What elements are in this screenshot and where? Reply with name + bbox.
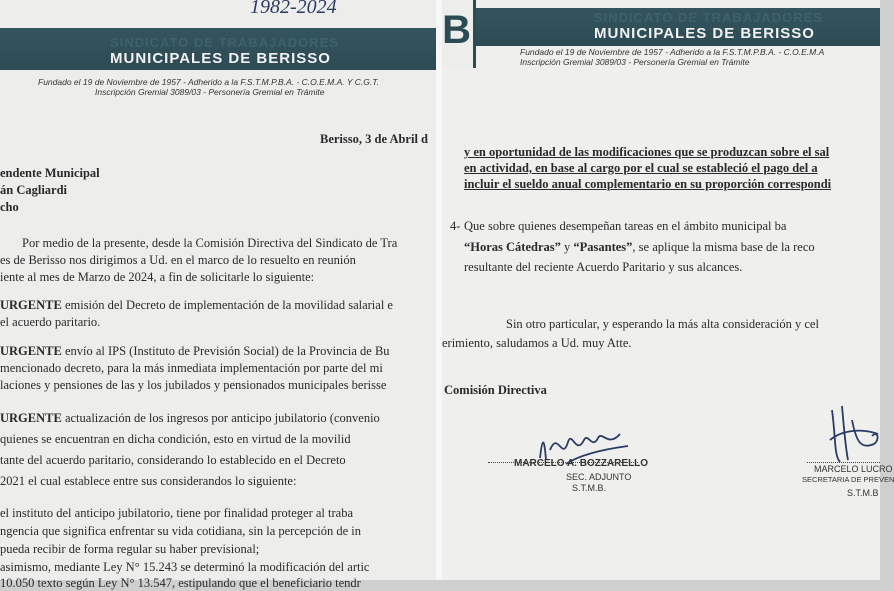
union-logo: B	[442, 0, 476, 68]
urgent-label: URGENTE	[0, 411, 62, 425]
pasantes-label: “Pasantes”	[573, 240, 633, 254]
request-item-3-cont3: 2021 el cual establece entre sus considerandos lo siguiente:	[0, 474, 297, 488]
request-item-2-cont1: mencionado decreto, para la más inmediata implementación por parte del mi	[0, 361, 383, 375]
request-item-3-cont1: quienes se encuentran en dicha condición, esto en virtud de la movilid	[0, 432, 351, 446]
signer-2-role: SECRETARIA DE PREVEN	[802, 475, 894, 484]
letterhead-registration: Inscripción Gremial 3089/03 - Personería Gremial en Trámite	[520, 57, 750, 67]
request-item-4-line3: resultante del reciente Acuerdo Paritario y sus alcances.	[464, 260, 743, 274]
signature-2-line	[807, 462, 880, 463]
right-letter-page	[442, 0, 894, 580]
quote-line1: el instituto del anticipo jubilatorio, tiene por finalidad proteger al traba	[0, 506, 354, 520]
horas-catedras-label: “Horas Cátedras”	[464, 240, 561, 254]
request-item-4-number: 4-	[450, 219, 461, 233]
quote-line2: ngencia que significa enfrentar su vida cotidiana, sin la percepción de in	[0, 524, 361, 538]
quote-line3: pueda recibir de forma regular su haber previsional;	[0, 542, 260, 556]
letterhead-registration: Inscripción Gremial 3089/03 - Personería Gremial en Trámite	[95, 87, 325, 97]
intro-line2: es de Berisso nos dirigimos a Ud. en el marco de lo resuelto en reunión	[0, 253, 356, 267]
urgent-label: URGENTE	[0, 344, 62, 358]
quote-line5: 10.050 texto según Ley N° 13.547, estipulando que el beneficiario tendr	[0, 576, 361, 590]
request-item-4-line1: Que sobre quienes desempeñan tareas en el ámbito municipal ba	[464, 219, 787, 233]
letter-date: Berisso, 3 de Abril d	[320, 132, 428, 146]
letterhead-title-line1: SINDICATO DE TRABAJADORES	[110, 35, 339, 50]
letterhead-tagline: Fundado el 19 de Noviembre de 1957 - Adherido a la F.S.T.M.P.B.A. - C.O.E.M.A. Y C.G.T.	[38, 77, 379, 87]
signer-1-name: MARCELO A. BOZZARELLO	[514, 458, 649, 469]
letterhead-title-line1: SINDICATO DE TRABAJADORES	[594, 10, 823, 25]
request-item-3: URGENTE actualización de los ingresos por anticipo jubilatorio (convenio	[0, 411, 380, 425]
intro-line1: Por medio de la presente, desde la Comisión Directiva del Sindicato de Tra	[22, 236, 398, 250]
request-item-2-cont2: laciones y pensiones de las y los jubilados y pensionados municipales berisse	[0, 378, 387, 392]
continued-line3: incluir el sueldo anual complementario en su proporción correspondi	[464, 177, 832, 191]
intro-line3: iente al mes de Marzo de 2024, a fin de solicitarle lo siguiente:	[0, 270, 315, 284]
left-letter-page	[0, 0, 436, 590]
quote-line4: asimismo, mediante Ley N° 15.243 se determinó la modificación del artic	[0, 560, 370, 574]
request-item-1-cont: el acuerdo paritario.	[0, 315, 101, 329]
closing-line1: Sin otro particular, y esperando la más alta consideración y cel	[506, 317, 819, 331]
signer-1-org: S.T.M.B.	[572, 483, 607, 493]
letterhead-title-line2: MUNICIPALES DE BERISSO	[594, 25, 815, 42]
addressee-line1: endente Municipal	[0, 166, 100, 180]
request-item-1: URGENTE emisión del Decreto de implementación de la movilidad salarial e	[0, 298, 393, 312]
request-item-2: URGENTE envío al IPS (Instituto de Previsión Social) de la Provincia de Bu	[0, 344, 390, 358]
continued-line1: y en oportunidad de las modificaciones que se produzcan sobre el sal	[464, 145, 830, 159]
commission-signature-heading: Comisión Directiva	[444, 383, 547, 397]
urgent-label: URGENTE	[0, 298, 62, 312]
letterhead-tagline: Fundado el 19 de Noviembre de 1957 - Adherido a la F.S.T.M.P.B.A. - C.O.E.M.A	[520, 47, 825, 57]
signature-2-scribble	[822, 400, 882, 466]
letterhead-title-line2: MUNICIPALES DE BERISSO	[110, 50, 331, 67]
signer-1-role: SEC. ADJUNTO	[566, 472, 632, 482]
handwritten-year-note: 1982-2024	[250, 0, 337, 18]
continued-line2: en actividad, en base al cargo por el cual se estableció el pago del a	[464, 161, 818, 175]
request-item-3-cont2: tante del acuerdo paritario, considerando lo establecido en el Decreto	[0, 453, 346, 467]
request-item-4-line2: “Horas Cátedras” y “Pasantes”, se aplique la misma base de la reco	[464, 240, 815, 254]
addressee-line2: án Cagliardi	[0, 183, 68, 197]
signer-2-name: MARCELO LUCRO	[814, 464, 893, 474]
closing-line2: erimiento, saludamos a Ud. muy Atte.	[442, 336, 632, 350]
addressee-line3: cho	[0, 200, 19, 214]
signer-2-org: S.T.M.B	[847, 488, 879, 498]
